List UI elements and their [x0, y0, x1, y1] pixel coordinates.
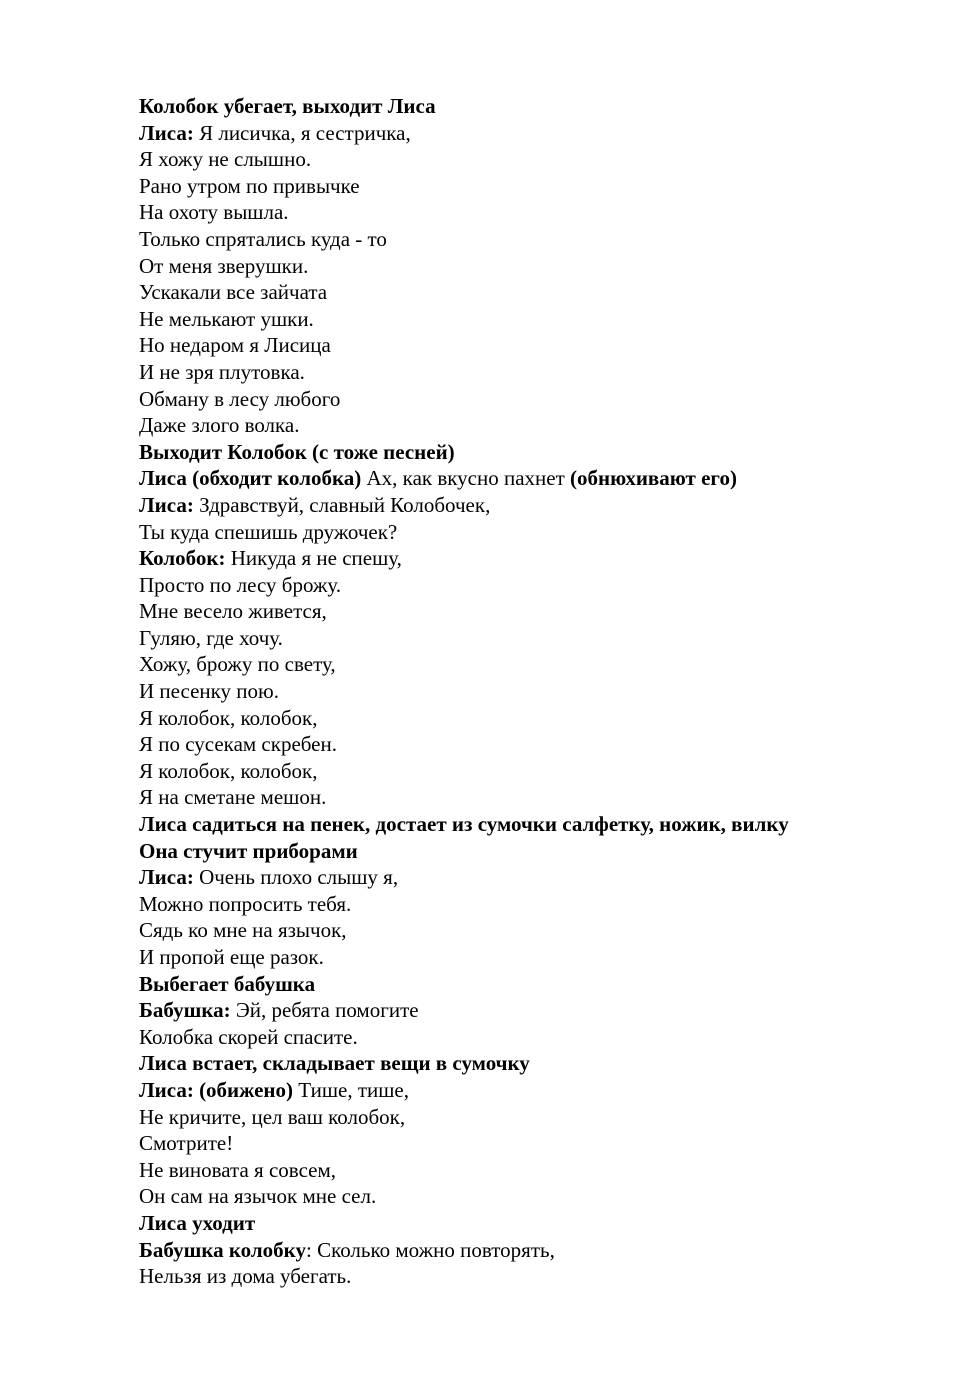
- text-line: [139, 864, 939, 891]
- stage-direction-text: Лиса:: [139, 492, 194, 517]
- dialogue-text: Я лисичка, я сестричка,: [193, 120, 411, 145]
- stage-direction-text: Бабушка колобку: [139, 1237, 306, 1262]
- text-line: [139, 625, 939, 652]
- text-line: [139, 93, 939, 120]
- dialogue-text: И пропой еще разок.: [139, 945, 324, 969]
- dialogue-text: Не виновата я совсем,: [139, 1157, 337, 1182]
- dialogue-text: Обману в лесу любого: [139, 386, 341, 411]
- text-line: [139, 253, 939, 280]
- dialogue-text: Тише, тише,: [293, 1077, 409, 1102]
- text-line: [139, 359, 939, 386]
- text-line: [139, 705, 939, 732]
- text-line: [139, 1104, 939, 1131]
- text-line: [139, 1024, 939, 1051]
- text-line: [139, 1263, 939, 1290]
- text-line: [139, 1183, 939, 1210]
- text-line: [139, 386, 939, 413]
- dialogue-text: Я по сусекам скребен.: [139, 732, 337, 757]
- text-line: [139, 120, 939, 147]
- stage-direction-text: Лиса уходит: [139, 1210, 256, 1235]
- dialogue-text: И не зря плутовка.: [139, 359, 305, 384]
- dialogue-text: Ты куда спешишь дружочек?: [139, 519, 398, 544]
- dialogue-text: Смотрите!: [139, 1131, 234, 1156]
- dialogue-text: Я на сметане мешон.: [139, 785, 327, 810]
- dialogue-text: Очень плохо слышу я,: [193, 865, 399, 890]
- dialogue-text: Я хожу не слышно.: [139, 147, 312, 172]
- dialogue-text: Гуляю, где хочу.: [139, 625, 283, 650]
- text-line: [139, 1050, 939, 1077]
- text-line: [139, 971, 939, 998]
- stage-direction-text: Лиса: (обижено): [139, 1077, 294, 1102]
- text-line: [139, 332, 939, 359]
- stage-direction-text: Выходит Колобок (с тоже песней): [139, 439, 455, 464]
- stage-direction-text: Колобок:: [139, 546, 226, 571]
- dialogue-text: Даже злого волка.: [139, 413, 300, 438]
- text-line: [139, 598, 939, 625]
- text-line: [139, 838, 939, 865]
- stage-direction-text: (обнюхивают его): [570, 466, 737, 491]
- stage-direction-text: Бабушка:: [139, 998, 231, 1023]
- stage-direction-text: Лиса (обходит колобка): [139, 466, 362, 491]
- text-line: [139, 731, 939, 758]
- dialogue-text: От меня зверушки.: [139, 253, 309, 278]
- dialogue-text: Я колобок, колобок,: [139, 758, 318, 783]
- dialogue-text: Не мелькают ушки.: [139, 306, 314, 331]
- text-line: [139, 1077, 939, 1104]
- text-line: [139, 572, 939, 599]
- text-line: [139, 784, 939, 811]
- dialogue-text: Колобка скорей спасите.: [139, 1024, 358, 1049]
- dialogue-text: Не кричите, цел ваш колобок,: [139, 1104, 406, 1129]
- text-line: [139, 678, 939, 705]
- text-line: [139, 199, 939, 226]
- dialogue-text: Эй, ребята помогите: [230, 998, 419, 1023]
- stage-direction-text: Выбегает бабушка: [139, 971, 316, 996]
- dialogue-text: Сядь ко мне на язычок,: [139, 918, 347, 943]
- dialogue-text: На охоту вышла.: [139, 200, 289, 225]
- dialogue-text: Можно попросить тебя.: [139, 891, 352, 916]
- dialogue-text: : Сколько можно повторять,: [305, 1237, 555, 1262]
- dialogue-text: Рано утром по привычке: [139, 173, 360, 198]
- text-line: [139, 1210, 939, 1237]
- text-line: [139, 492, 939, 519]
- stage-direction-text: Колобок убегает, выходит Лиса: [139, 94, 436, 118]
- text-line: [139, 465, 939, 492]
- dialogue-text: Я колобок, колобок,: [139, 705, 318, 730]
- dialogue-text: Ах, как вкусно пахнет: [361, 466, 571, 491]
- text-line: [139, 545, 939, 572]
- text-line: [139, 944, 939, 971]
- dialogue-text: Просто по лесу брожу.: [139, 572, 342, 597]
- document-page: [139, 93, 939, 1290]
- text-line: [139, 758, 939, 785]
- dialogue-text: Но недаром я Лисица: [139, 333, 331, 358]
- text-line: [139, 226, 939, 253]
- dialogue-text: Нельзя из дома убегать.: [139, 1264, 352, 1289]
- text-line: [139, 412, 939, 439]
- dialogue-text: Только спрятались куда - то: [139, 226, 387, 251]
- stage-direction-text: Лиса встает, складывает вещи в сумочку: [139, 1051, 530, 1076]
- text-line: [139, 997, 939, 1024]
- text-line: [139, 279, 939, 306]
- dialogue-text: Здравствуй, славный Колобочек,: [193, 492, 491, 517]
- dialogue-text: Хожу, брожу по свету,: [139, 652, 336, 677]
- stage-direction-text: Лиса садиться на пенек, достает из сумочки салфетку, ножик, вилку: [139, 812, 789, 837]
- text-line: [139, 439, 939, 466]
- text-line: [139, 519, 939, 546]
- text-line: [139, 306, 939, 333]
- text-line: [139, 651, 939, 678]
- dialogue-text: Никуда я не спешу,: [225, 546, 402, 571]
- text-line: [139, 173, 939, 200]
- text-line: [139, 146, 939, 173]
- text-line: [139, 1130, 939, 1157]
- dialogue-text: Ускакали все зайчата: [139, 280, 328, 305]
- stage-direction-text: Она стучит приборами: [139, 838, 358, 863]
- stage-direction-text: Лиса:: [139, 120, 194, 145]
- text-line: [139, 811, 939, 838]
- text-line: [139, 917, 939, 944]
- text-line: [139, 891, 939, 918]
- dialogue-text: Мне весело живется,: [139, 599, 327, 624]
- dialogue-text: Он сам на язычок мне сел.: [139, 1184, 377, 1209]
- text-line: [139, 1237, 939, 1264]
- stage-direction-text: Лиса:: [139, 865, 194, 890]
- text-line: [139, 1157, 939, 1184]
- dialogue-text: И песенку пою.: [139, 679, 279, 704]
